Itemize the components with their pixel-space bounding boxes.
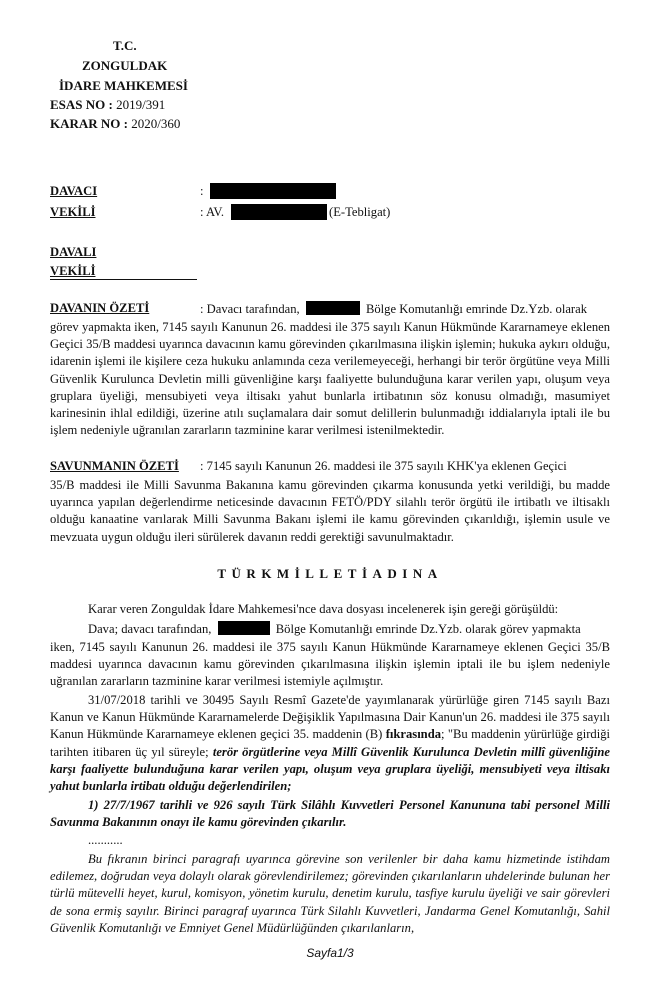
vekili-label: VEKİLİ: [50, 205, 96, 219]
davanin-ozeti-line1-a: : Davacı tarafından,: [200, 302, 300, 316]
dava-line1-a: Dava; davacı tarafından,: [88, 622, 212, 636]
savunmanin-ozeti-first: : 7145 sayılı Kanunun 26. maddesi ile 375 sayılı KHK'ya eklenen Geçici: [200, 459, 567, 473]
gazette-paragraph: [50, 692, 610, 795]
gazette-text: 31/07/2018 tarihli ve 30495 Sayılı Resmî Gazete'de yayımlanarak yürürlüğe giren 7145 sayılı Bazı Kanun ve Kanun Hükmünde Kararnamelerde Değişiklik Yapılmasına Dair Kanun'un 26. maddesi ile 375 sayılı Kanun Hükmünde Kararnameye eklenen geçici 35. maddenin (B): [50, 693, 610, 742]
italic-paragraph: Bu fıkranın birinci paragrafı uyarınca görevine son verilenler bir daha kamu hizmetinde istihdam edilemez, doğrudan veya dolaylı olarak görevlendirilemez; görevinden çıkarılanların uhdelerinde bulunan her türlü mütevelli heyet, kurul, komisyon, yönetim kurulu, denetim kurulu, tasfiye kurulu üyeliği ve sair görevleri de sona ermiş sayılır. Birinci paragraf uyarınca Türk Silahlı Kuvvetleri, Jandarma Genel Komutanlığı, Sahil Güvenlik Komutanlığı ve Emniyet Genel Müdürlüğünden çıkarılanların,: [50, 852, 610, 935]
davanin-ozeti-body: görev yapmakta iken, 7145 sayılı Kanunun 26. maddesi ile 375 sayılı Kanun Hükmünde Kararnameye eklenen Geçici 35/B maddesi uyarınca davacının kamu görevinden çıkarılmasına ilişkin işlemin; hukuka aykırı olduğu, idarenin işlemi ile kişilere ceza hukuku anlamında ceza verilemeyeceği, herhangi bir terör örgütüne veya Milli Güvenlik Kurulunca Devletin milli güvenliğine karşı faaliyette bulunduğuna karar verilen yapı, oluşum veya gruplara üyeliği, mensubiyeti veya iltisakı yahut bunlarla irtibatının söz konusu olmadığı, masumiyet karinesinin ihlal edildiği, üzerine atılı suçlamalara dair somut delillerin bulunmadığı iddialarıyla iptali ile bu işlem nedeniyle uğranılan zararların tazminine karar verilmesi istenilmektedir.: [50, 320, 610, 438]
davali-vekili-label: VEKİLİ: [50, 264, 96, 278]
ellipsis: ...........: [88, 833, 123, 847]
karar-label: KARAR NO :: [50, 116, 128, 131]
esas-no: [50, 97, 165, 113]
page-number: Sayfa1/3: [306, 946, 354, 960]
gazette-quote: terör örgütlerine veya Millî Güvenlik Kurulunca Devletin millî güvenliğine karşı faaliyette bulunduğuna karar verilen yapı, oluşum veya gruplara üyeliği, mensubiyeti veya iltisakı yahut bunlarla irtibatı olduğu değerlendirilen;: [50, 744, 610, 794]
davaci-sep: :: [200, 184, 204, 198]
dava-redaction: [218, 621, 270, 635]
savunmanin-ozeti-label: SAVUNMANIN ÖZETİ: [50, 459, 179, 473]
decision-title: TÜRKMİLLETİADINA: [217, 566, 443, 581]
davanin-ozeti-line1-b: Bölge Komutanlığı emrinde Dz.Yzb. olarak: [365, 302, 587, 316]
savunmanin-ozeti-body: 35/B maddesi ile Milli Savunma Bakanına kamu görevinden çıkarma konusunda yetki verildiği, bu madde uyarınca yapılan değerlendirme neticesinde davacının FETÖ/PDY silahlı terör örgütü ile irtibatlı ve iltisaklı olduğu kanaatine varılarak Milli Savunma Bakanı işlemi ile kamu görevinden çıkarıldığı, işlemin usule ve mevzuata uygun olduğu ileri sürülerek davanın reddi gerektiği savunulmaktadır.: [50, 478, 610, 544]
esas-value: 2019/391: [116, 97, 166, 112]
vekili-suffix: (E-Tebligat): [329, 205, 391, 219]
davali-vekili: [50, 264, 197, 280]
karar-value: 2020/360: [131, 116, 181, 131]
dava-line1-b: Bölge Komutanlığı emrinde Dz.Yzb. olarak görev yapmakta: [275, 622, 581, 636]
dava-body: iken, 7145 sayılı Kanunun 26. maddesi ile 375 sayılı Kanun Hükmünde Kararnameye eklenen Geçici 35/B maddesi uyarınca davacının kamu görevinden çıkarılmasına ilişkin işlemin iptali ile bu işlem nedeniyle uğranılan zararların tazminine karar verilmesi istemiyle açılmıştır.: [50, 640, 610, 689]
davali-label: DAVALI: [50, 245, 97, 259]
item-1: 1) 27/7/1967 tarihli ve 926 sayılı Türk Silâhlı Kuvvetleri Personel Kanununa tabi personel Milli Savunma Bakanının onayı ile kamu görevinden çıkarılır.: [50, 798, 610, 830]
header-court: İDARE MAHKEMESİ: [59, 78, 188, 93]
davaci-redaction: [210, 183, 336, 199]
header-tc: T.C.: [113, 38, 137, 53]
davanin-ozeti-line1: [200, 301, 587, 317]
dava-line1: [88, 621, 581, 637]
esas-label: ESAS NO :: [50, 97, 113, 112]
davanin-ozeti-redaction: [306, 301, 360, 315]
vekili-prefix: : AV.: [200, 205, 225, 219]
davaci-label: DAVACI: [50, 184, 98, 198]
davanin-ozeti-label: DAVANIN ÖZETİ: [50, 301, 150, 315]
header-city: ZONGULDAK: [82, 58, 168, 73]
karar-intro: Karar veren Zonguldak İdare Mahkemesi'nce dava dosyası incelenerek işin gereği görüşüldü:: [88, 602, 559, 616]
karar-no: [50, 116, 180, 132]
gazette-fikrasinda: fıkrasında: [385, 727, 441, 742]
vekili-redaction: [231, 204, 327, 220]
gazette-text-2: ; "Bu maddenin yürürlüğe girdiği tarihten itibaren üç yıl süreyle;: [50, 727, 610, 759]
